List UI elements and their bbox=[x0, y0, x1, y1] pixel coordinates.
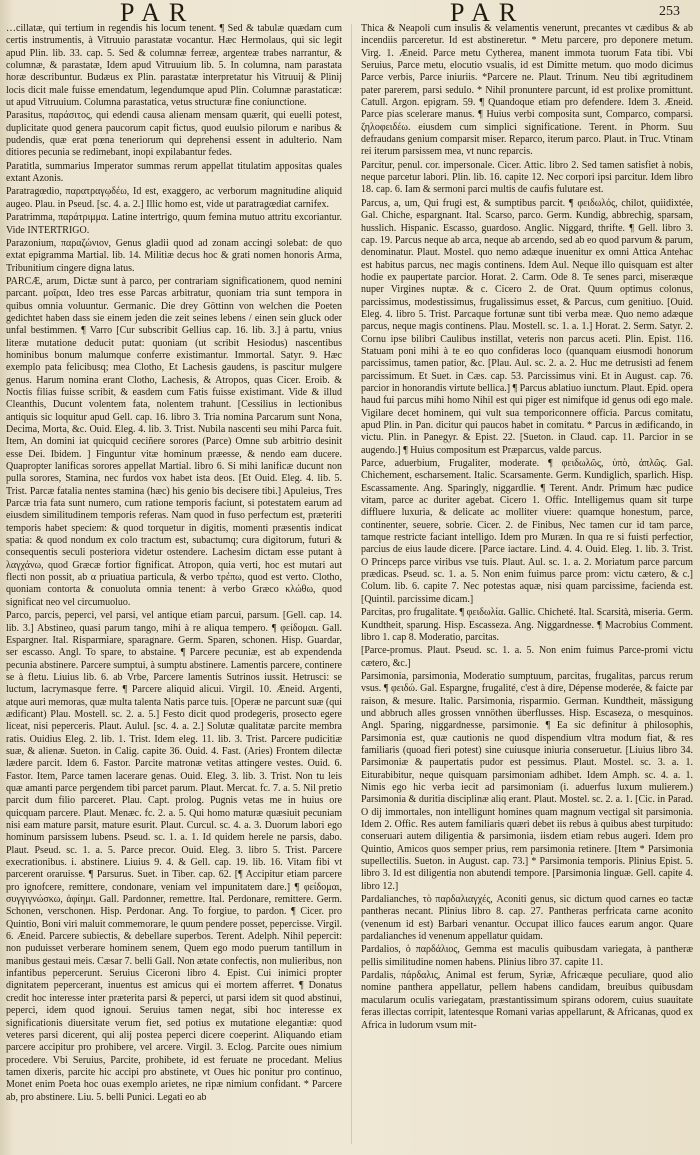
dictionary-entry: Parcitur, penul. cor. impersonale. Cicer. Attic. libro 2. Sed tamen satisfiet à nobis, neque parcetur labori. Plin. lib. 16. capite 12. Nec corpori ipsi parcitur. Idem libro 18. cap. 6. Iam & sermoni parci multis de caufis fulutare est. bbox=[361, 159, 693, 196]
dictionary-entry: Parce, aduerbium, Frugaliter, moderate. ¶ φειδωλῶς, ὑπὸ, ἁπλῶς. Gal. Chichement, escharsement. Italic. Scarsamente. Germ. Kundiglich, sparlich. Hisp. Escassamente. Ang. Sparingly, niggardlie. ¶ Terent. Andr. Primum hæc pudice vitam, parce ac duriter agebat. Cicero 1. Offic. Intelligemus quam sit turpe diffluere luxuria, & delicate ac molliter viuere: quamque honestum, parce, continenter, seuere, sobrie. Cicer. 2. de Finibus, Nec tamen cur id tam parce, tamque restricte faciant intelligo. Idem pro Muræn. In qua re si fuisti perfectior, parcius de eius laude dicere. [Parce iactare. Lind. 4. 4. Ouid. Eleg. 1. lib. 3. Trist. O Princeps parce viribus vse tuis. Plaut. Aul. sc. 1. a. 2. Moriatum parce parcum prædicas. Pseud. sc. 1. a. 5. Non enim fuimus parce prom: victu cætero, & c.] Colum. lib. 6. capite 7. Nec potestas aquæ, nisi quam parcissime, facienda est. [Quintil. parcissime dicam.] bbox=[361, 458, 693, 605]
dictionary-entry: Parco, parcis, peperci, vel parsi, vel antique etiam parcui, parsum. [Gell. cap. 14. lib. 3.] Abstineo, quasi parum tango, mihi à re aliqua tempero. ¶ φείδομαι. Gall. Espargner. Ital. Risparmiare, sparagnare. Germ. Sparen, schonen. Hisp. Guardar, ser escasso. Angl. To spare, to abstaine. ¶ Parcere pecuniæ, est ab expendenda pecunia abstinere. Parcere sumptui, à sumptu abstinere. Lamentis parcere, continere se à fletu. Liuius lib. 6. ab Vrbe, Parcere lamentis Sutrinos iussit. Hetrusci: se luctum, lacrymasque ferre. ¶ Parcere aliquid alicui. Virgil. 10. Æneid. Argenti, atque auri memoras, quæ multa talenta Natis parce tuis. [Operæ ne parcunt suæ (qui ædificant) Plau. Mostell. sc. 2. a. 5.] Festo dicit quod prodegeris, prosecto egere liceat, nisi peperceris. Plaut. Aulul. [sc. 4. a. 2.] Solutæ qualitatæ parcite membra ratis. Ouidius Eleg. 2. lib. 1. Trist. Idem eleg. 11. lib. 3. Trist. Parcere pudicitiæ suæ, & alienæ. Sueton. in Calig. capite 36. Ouid. 4. Fast. (Aries) Frontem dilectæ lædere parcit. Idem 6. Fastor. Parcite matronæ vetitas attingere vestes. Ouid. 6. Fastor. Item, Parce tamen lacerare genas. Ouid. Eleg. 3. lib. 3. Trist. Non tu leis quæ amanti parce pergendem tibi parcet parum. Plaut. Mercat. fc. 7. a. 5. Nil pretio parcit dum filio parceret. Plau. Capt. prolog. Pugnis vetas me in huius ore quicquam parcere. Plaut. Menæc. fc. 2. a. 5. Qui homo maturæ quæsiuit pecuniam nisi eam mature parsit, mature esurit. Plaut. Curcul. sc. 4. a. 3. Duorum labori ego hominum parsissem lubens. Pseud. sc. 1. a. 1. Id quidem herele ne parsis, dabo. Plaut. Pseud. sc. 1. a. 5. Parce precor. Ouid. Eleg. 3. libro 5. Trist. Parcere execrationibus. i. abstinere. Liuius 9. 4. & Gell. cap. 19. lib. 16. Vitam fibi vt parcerent oraruisse. ¶ Parsurus. Suet. in Tiber. cap. 62. [¶ Accipitur etiam parcere pro ignofcere, remittere, condonare, veniam vel impunitatem dare.] ¶ φείδομαι, συγγιγνώσκω, ἀφίημι. Gall. Pardonner, remettre. Ital. Perdonare, remittere. Germ. Schonen, verschonen. Hisp. Perdonar. Ang. To forgiue, to pardon. ¶ Cicer. pro Quintio, Boni viri maluit commemorare, le quum pendere posset, pepercisse. Virgil. 6. Æneid. Parcere subiectis, & debellare superbos. Terent. Adelph. Nihil pepercit: non puduisset verberare hominem senem, Quem ego modo puerum tantillum in manibus gestaui meis. Cæsar 7. belli Gall. Non ætate confectis, non mulieribus, non infantibus pepercerunt. Seruius Ciceroni libro 4. Epist. Cui inimici propter dignitatem pepercerant, inuentus est amicus qui ei mortem afferret. ¶ Donatus credit hoc interesse inter præterita parsi & peperci, ut parsi idem sit quod abstinui, peperci, idem quod ignoui. Seruius tamen negat, sibi hoc interesse ex significationis diuersitate verum fiet, sed potius ex mutatione elegantiæ: quod veteres parsi dicerent, qui alij postea peperci dicere coeperint. Aliquando etiam parcere accipitur pro prohibere, vel arcere. Virgil. 3. Eclog. Parcite oues nimium procedere. Vbi Seruius, Parcite, prohibete, id est feruate ne procedant. Melius tamen dixeris, parcite hic accipi pro abstinete, vt Oues hic ponitur pro continuo, Monet enim Poeta hoc ouas exemplo arietes, ne ripæ nimium confidant. * Parcere ab, pro abstinere. Liu. 5. belli Punici. Legati eo ab bbox=[6, 610, 342, 1103]
dictionary-entry: PARCÆ, arum, Dictæ sunt à parco, per contrariam significationem, quod nemini parcant. μοῖραι, Ideo tres esse Parcas arbitratur, quoniam tria sunt tempora in quibus omnia voluuntur. Germanic. Die drey Göttinn von welchen die Poeten gedichtet haben dass sie einem jeden die zeit seines lebens / einen sein gluck oder unfal bestimmen. ¶ Varro [Cur subscribit Gellius cap. 16. lib. 3.] à partu, vnius literæ mutatione deducit putat: quoniam (ut scribit Hesiodus) nascentibus hominibus bonum malumque conferre existimantur. Immortal. Satyr. 9. Hæc exemplo pata felicibusq; mea Clotho, Et Lachesis gaudens, is pascitur mulgere genus. Harum nomina erant Clotho, Lachesis, & Atropos, quas Cicer. Eroib. & Noctis filias fuisse scribit, & easdem cum Fatis fuisse existimant. Vide & illud Cleanthis, Ducunt volentem fata, nolentem trahunt. [Cessilius in lectionibus antiquis sic loquitur apud Gell. cap. 16. libro 3. Tria nomina Parcarum sunt Nona, Decima, Morta, &c. Ouid. Eleg. 4. lib. 3. Trist. Nubila nascenti seu mihi Parca fuit. Item, An domini iat quicquid ceciñere sorores (Parce) Omne sub arbitrio desinit esse Dei. Ibidem. ] Finguntur vitæ hominum præesse, & nendo eam ducere. Quapropter lanificas sorores appellat Martial. libro 6. Si mihi lanificæ ducunt non pulla sorores, Stamina, nec furdos vox habet ista deos. [Et Ouid. Eleg. 4. lib. 5. Trist. Parcæ fatalia nentes stamina (hæc) his genio bis decisere tibi.] Apuleius, Tres Parcæ tria fata sunt numero, cum ratione temporis faciunt, si potestatem earum ad eiusdem similitudinem temporis referas. Nam quod in fuso perfectum est, præteriti temporis habet speciem: & quod torquetur in digitis, momenti præsentis indicat spatia: & quod nondum ex colo tractum est, subactumq; cura digitorum, futuri & consequentis seculi posteriora videtur ostendere. Lachesim dictam esse putant à λαγχάνω, quod Græcæ fortior fignificat. Atropon, quia verti, hoc est mutari aut flecti non possit, ab α priuatiua particula, & verbo τρέπω, quod est verto. Clotho, quoniam contorta & conuoluta omnia tenent: à verbo Græco κλώθω, quod significat neo vel circumuoluo. bbox=[6, 275, 342, 608]
dictionary-entry: Parasitus, παράσιτος, qui edendi causa alienam mensam quærit, qui euelli potest, duplicitate quod genera paucorum capit fictus, quod euulsio pilorum e naribus & pudendis, quæ erat pœna teneriorum qui deprehensi essent in adulterio. Nam ditiores pecunia se redimebant, inopi expilabantur fedes. bbox=[6, 110, 342, 159]
left-running-head: PAR bbox=[120, 0, 196, 27]
right-running-head: PAR bbox=[450, 0, 526, 27]
dictionary-entry: Pardalis, πάρδαλις, Animal est ferum, Syriæ, Africæque peculiare, quod alio nomine panthera appellatur, pellem habens candidam, breuibus quibusdam macularum oculis variegatam, præstantissimum spirans odorem, cuius suauitate feras illectas corripit, latentesque Romani varias appellarunt, & Africanas, quod ex Africa in ludorum vsum mit- bbox=[361, 970, 693, 1031]
dictionary-entry: [Parce-promus. Plaut. Pseud. sc. 1. a. 5. Non enim fuimus Parce-promi victu cætero, &c.] bbox=[361, 645, 693, 669]
dictionary-entry: Parcus, a, um, Qui frugi est, & sumptibus parcit. ¶ φειδωλός, chilot, quiidixtée, Gal. Chiche, espargnant. Ital. Scarso, parco. Germ. Kundig, abbrechig, sparsam, husslich. Hispanic. Escasso, guardoso. Anglic. Niggard, thrifte. ¶ Gell. libro 3. cap. 19. Parcus neque ab arca, neque ab arcendo, sed ab eo quod parvum & parum, denominatur. Plaut. Mostel. quo nemo adæque inuenitur ex omni Attica Antehac est habitus parcus, nec magis continens. Idem Aul. Neque illo quisquam est alter hodie ex paupertate parcior. Horat. 2. Carm. Ode 8. Te senes parci, miseræque nuper Virgines nuptæ. & c. Cicero 2. de Orat. Quum optimus colonus, parcissimus, modestissimus, frugalissimus esset, & Parcus, cum genitiuo. [Ouid. Eleg. 4. libro 5. Trist. Parcaque fortunæ sunt tibi verba meæ. Quo nemo adæque parcus, neque magis continens. Plau. Mostell. sc. 1. a. 1.] Horat. 2. Serm. Satyr. 2. Cornu ipse bilibri Caulibus instillat, veteris non parcus aceti. Plin. Epist. 116. Statuam poni mihi à te eo quo confideras loco (quanquam eiusmodi honorum parcissimus, tamen patior, &c. [Plau. Aul. sc. 2. a. 2. Huc me detrusisti ad fenem parcissimum. Et Suet. in Cæs. cap. 53. Parcissimus vini. Et in August. cap. 76. parcior in honorandis virtute bellica.] ¶ Parcus ablatiuo iunctum. Plaut. Epid. opera haud fui parcus mihi homo Nihil est qui piger est nimifque id genus odi ego male. Vigilare decet hominem, qui vult sua temporiconnere officia. Parcus comitatu, apud Plin. in Pan. dicitur qui paucos habet in comitatu. * Parcus in ædificando, in victu. Plin. in Panegyr. & Epist. 22. [Sueton. in Claud. cap. 11. Parcior in se augendo.] ¶ Huius compositum est Præparcus, valde parcus. bbox=[361, 197, 693, 456]
left-column bbox=[6, 22, 342, 1147]
page-number: 253 bbox=[659, 4, 680, 19]
column-divider bbox=[351, 24, 352, 1144]
dictionary-entry: Paratitla, summarius Imperator summas rerum appellat titulatim appositas quales extant Azonis. bbox=[6, 160, 342, 185]
dictionary-entry: …cillatæ, qui tertium in regendis his locum tenent. ¶ Sed & tabulæ quædam cum certis instrumentis, à Vitruuio parastatæ vocantur. Hæc Hermolaus, qui sic legit apud Plin. lib. 33. cap. 5. Sed & columnæ ferreæ, argenteæ trabes narrantur, & columnæ, & parastatæ, Idem apud Vitruuium lib. 5. In columna, nam parastata horæ describuntur. Budæus ex Plin. parastatæ interpretatur his Vitruuij & Plinij locis dicit male fuisse emendatum, legendumque apud Plin. Columnæ parastaticæ: ut apud Vitruuium. Columna parastatica, vetus structuræ fine coniunctione. bbox=[6, 23, 342, 109]
dictionary-entry: Pardalianches, τὸ παρδαλιαγχές, Aconiti genus, sic dictum quod carnes eo tactæ pantheras necant. Plinius libro 8. cap. 27. Pantheras perfricata carne aconito (venenum id est) Barbari venantur. Occupat illico fauces earum angor. Quare pardalianches id venenum appellatur quidam. bbox=[361, 894, 693, 943]
dictionary-entry: Parazonium, παραζώνιον, Genus gladii quod ad zonam accingi solebat: de quo extat epigramma Martial. lib. 14. Militiæ decus hoc & grati nomen honoris Arma, Tribunitium cingere digna latus. bbox=[6, 237, 342, 274]
right-column bbox=[361, 22, 693, 1147]
dictionary-entry: Pardalios, ὁ παρδάλιος, Gemma est maculis quibusdam variegata, à pantheræ pellis similitudine nomen habens. Plinius libro 37. capite 11. bbox=[361, 944, 693, 968]
dictionary-entry: Paratrimma, παράτριμμα. Latine intertrigo, quum femina mutuo attritu excoriantur. Vide INTERTRIGO. bbox=[6, 212, 342, 236]
dictionary-entry: Thica & Neapoli cum insulis & velamentis venerunt, precantes vt cædibus & ab incendiis parceretur. Id est abstineretur. * Metu parcere, pro deponere metum. Virg. 1. Æneid. Parce metu Cytherea, manent immota tuorum Fata tibi. Vbi Seruius, Parce metu, elocutio vsualis, id est Dimitte metum. quo modo dicimus Parce verbis, Parce iniuriis. *Parcere ne. Plaut. Trinum. Neu tibi ægritudinem pater parerem, parsi sedulo. * Nihil pronuntere parcunt, id est prolixe promittunt. Catull. Argon. epigram. 59. ¶ Quandoque etiam pro defendere. Idem 3. Æneid. Parce pias scelerare manus. ¶ Huius verbi composita sunt, Comparco, comparsi. ζηλοφειδέω. eiusdem cum simplici significatione. Terent. in Phorm. Suu defraudans genium comparsit miser. Reparco, iterum parco. Plaut. in Truc. Vtinam rei iterum parsissem mea, vt nunc reparcis. bbox=[361, 23, 693, 158]
dictionary-entry: Parsimonia, parsimonia, Moderatio sumptuum, parcitas, frugalitas, parcus rerum vsus. ¶ φειδώ. Gal. Espargne, frugalité, c'est à dire, Dépense moderée, & faicte par raison, & mesure. Italic. Parsimonia, risparmio. German. Kundtheit, mässigung und abbruch alles grossen vnnöthen überflusses. Hisp. Escaseza, o mesquinos. Angl. Sparing, niggardnesse, parsimonie. ¶ Ea sic definitur à philosophis, Parsimonia est, quæ cautionis ne quod dispendium vltra modum fiat, & res familiaris (quoad fieri potest) sine cuiusque iniuria conseruetur. [Liuius libro 34. Parsimoniæ & paupertatis pudor est pessimus. Plaut. Mostel. sc. 3. a. 1. Eiturabibitur, neque quisquam parsimoniam adhibet. Idem Amph. sc. 4. a. 1. Nimis ego hic verba iecit ad parsimoniam (i. aduerfus luxum mulierem.) Parsimonia & duritia disciplinæ aliq erant. Plaut. Mostel. sc. 2. a. 1. [Cic. in Parad. O dij immortales, non intelligunt homines quam magnum vectigal sit parsimonia. Idem 2. Offic. Res autem familiaris quæri debet iis rebus à quibus abest turpitudo: conseruari autem diligentia & parsimonia, iisdem etiam rebus augeri. Idem pro Quintio, Amicos quos semper prius, rem parsimonia retinere. [Item * Parsimonia supellectilis. Sueton. in August. cap. 73.] * Parsimonia temporis. Plinius Epist. 5. libro 3. Id est diligentia non abutendi tempore. [Parsimonia linguæ. Gell. capite 4. libro 12.] bbox=[361, 670, 693, 892]
dictionary-entry: Parcitas, pro frugalitate. ¶ φειδωλία. Gallic. Chicheté. Ital. Scarsità, miseria. Germ. Kundtheit, sparung. Hisp. Escasseza. Ang. Niggardnesse. ¶ Macrobius Comment. libro 1. cap 8. Moderatio, parcitas. bbox=[361, 607, 693, 643]
dictionary-entry: Paratragœdio, παρατραγῳδέω, Id est, exaggero, ac verborum magnitudine aliquid augeo. Plau. in Pseud. [sc. 4. a. 2.] Illic homo est, vide ut paratragœdiat carnifex. bbox=[6, 186, 342, 210]
